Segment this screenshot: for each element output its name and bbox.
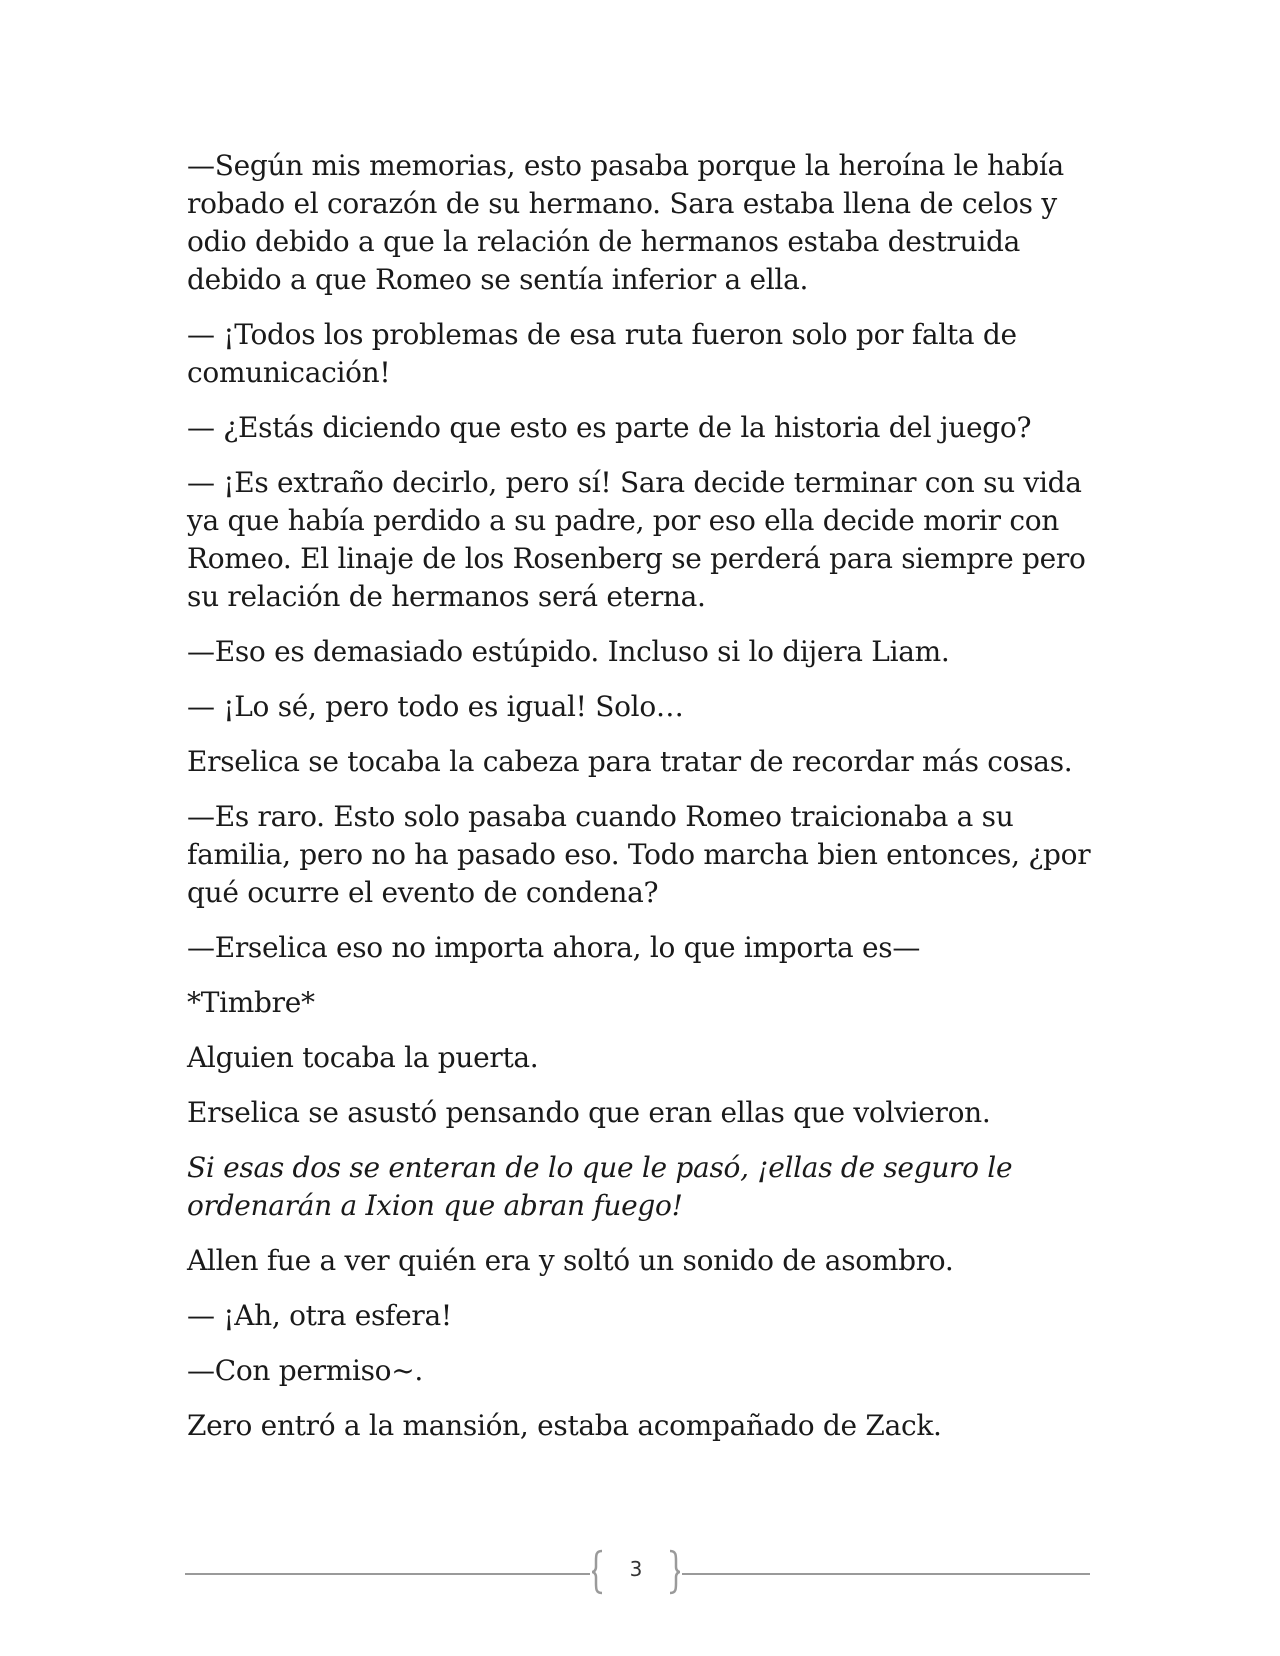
paragraph: —Erselica eso no importa ahora, lo que importa es— [187,931,921,964]
paragraph: — ¡Lo sé, pero todo es igual! Solo… [187,690,684,723]
paragraph: —Eso es demasiado estúpido. Incluso si lo dijera Liam. [187,635,950,668]
left-brace-icon [590,1549,604,1595]
right-brace-icon [668,1549,682,1595]
paragraph: — ¡Ah, otra esfera! [187,1299,452,1332]
paragraph: *Timbre* [187,986,315,1019]
paragraph: Allen fue a ver quién era y soltó un sonido de asombro. [187,1244,954,1277]
page-number: 3 [629,1557,643,1581]
paragraph: — ¿Estás diciendo que esto es parte de la historia del juego? [187,411,1032,444]
paragraph: —Con permiso~. [187,1354,423,1387]
footer-rule-right [682,1573,1090,1575]
paragraph: — ¡Todos los problemas de esa ruta fueron solo por falta de comunicación! [187,318,1017,389]
paragraph: —Según mis memorias, esto pasaba porque la heroína le había robado el corazón de su hermano. Sara estaba llena de celos y odio debido a que la relación de hermanos estaba destruida debido a que Romeo se sentía inferior a ella. [187,149,1064,296]
paragraph: — ¡Es extraño decirlo, pero sí! Sara decide terminar con su vida ya que había perdido a su padre, por eso ella decide morir con Romeo. El linaje de los Rosenberg se perderá para siempre pero su relación de hermanos será eterna. [187,466,1086,613]
paragraph: Erselica se tocaba la cabeza para tratar de recordar más cosas. [187,745,1073,778]
paragraph-italic-thought: Si esas dos se enteran de lo que le pasó, ¡ellas de seguro le ordenarán a Ixion que abran fuego! [187,1151,1013,1222]
paragraph: Erselica se asustó pensando que eran ellas que volvieron. [187,1096,991,1129]
paragraph: Alguien tocaba la puerta. [187,1041,539,1074]
body-text [187,147,1107,1462]
footer-rule-left [185,1573,590,1575]
paragraph: —Es raro. Esto solo pasaba cuando Romeo traicionaba a su familia, pero no ha pasado eso. Todo marcha bien entonces, ¿por qué ocurre el evento de condena? [187,800,1091,909]
page-footer [185,1545,1090,1601]
paragraph: Zero entró a la mansión, estaba acompañado de Zack. [187,1409,942,1442]
